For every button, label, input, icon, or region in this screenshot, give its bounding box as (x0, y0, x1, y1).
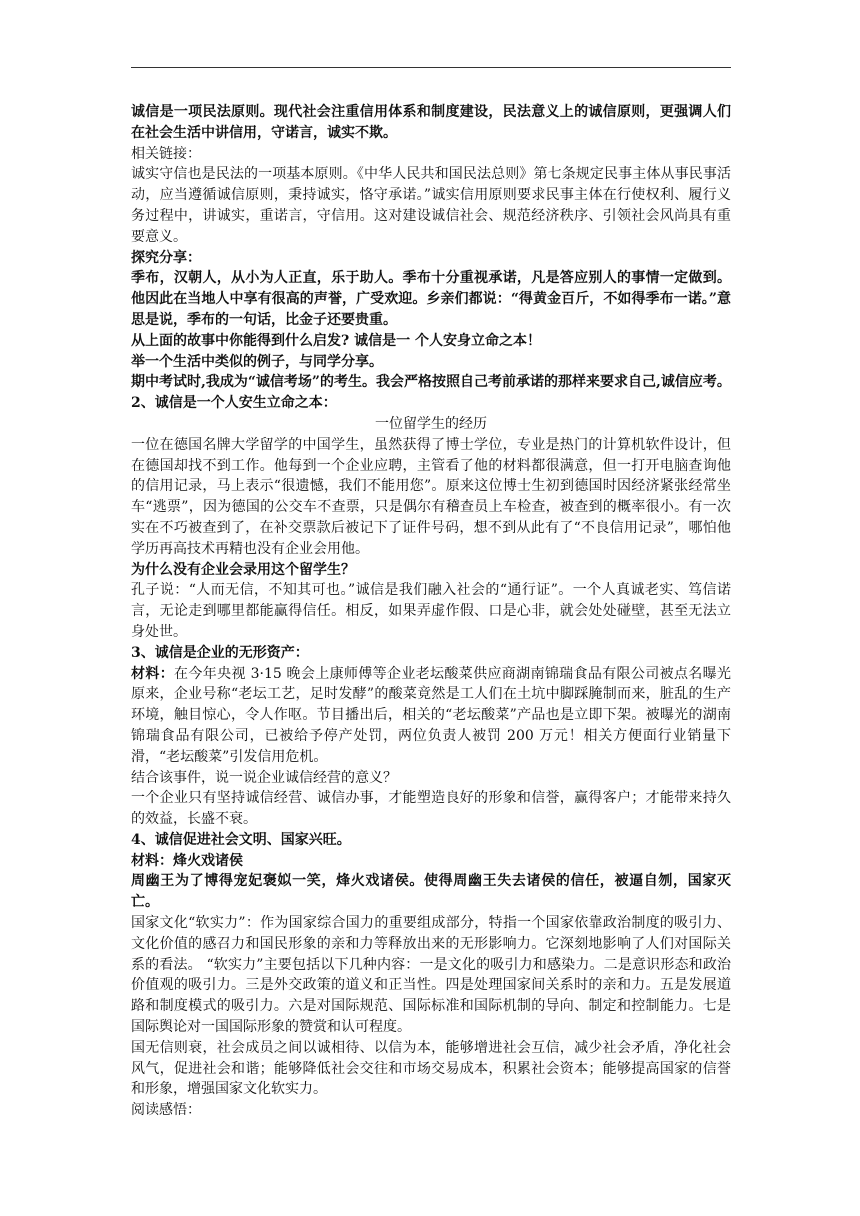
paragraph-confucius: 孔子说：“人而无信，不知其可也。”诚信是我们融入社会的“通行证”。一个人真诚老实、笃信诺言，无论走到哪里都能赢得信任。相反，如果弄虚作假、口是心非，就会处处碰壁，甚至无法立身处世。 (131, 582, 731, 640)
material-label: 材料： (131, 665, 175, 682)
paragraph-nation-trust: 国无信则衰，社会成员之间以诚相待、以信为本，能够增进社会互信，减少社会矛盾，净化社会风气，促进社会和谐；能够降低社会交往和市场交易成本，积累社会资本；能够提高国家的信誉和形象，增强国家文化软实力。 (131, 1039, 731, 1098)
explore-share-heading: 探究分享： (131, 249, 201, 266)
section-4-heading: 4、诚信促进社会文明、国家兴旺。 (131, 831, 351, 848)
paragraph-civil-code: 诚实守信也是民法的一项基本原则。《中华人民共和国民法总则》第七条规定民事主体从事民事活动，应当遵循诚信原则，秉持诚实，恪守承诺。”诚实信用原则要求民事主体在行使权利、履行义务过程中，讲诚实，重诺言，守信用。这对建设诚信社会、规范经济秩序、引领社会风尚具有重要意义。 (131, 166, 731, 245)
header-rule (131, 67, 731, 68)
material-beacon-title: 材料：烽火戏诸侯 (131, 852, 243, 869)
question-why-not-hired: 为什么没有企业会录用这个留学生？ (131, 561, 355, 578)
material-text: 在今年央视 3·15 晚会上康师傅等企业老坛酸菜供应商湖南锦瑞食品有限公司被点名曝光原来，企业号称“老坛工艺，足时发酵”的酸菜竟然是工人们在土坑中脚踩腌制而来，脏乱的生产环境，触目惊心，令人作呕。节目播出后，相关的“老坛酸菜”产品也是立即下架。被曝光的湖南锦瑞食品有限公司，已被给予停产处罚，两位负责人被罚 200 万元！相关方便面行业销量下滑，“老坛酸菜”引发信用危机。 (131, 665, 731, 765)
paragraph-soft-power: 国家文化“软实力”：作为国家综合国力的重要组成部分，特指一个国家依靠政治制度的吸引力、文化价值的感召力和国民形象的亲和力等释放出来的无形影响力。它深刻地影响了人们对国际关系的看法。 “软实力”主要包括以下几种内容：一是文化的吸引力和感染力。二是意识形态和政治价值观的吸引力。三是外交政策的道义和正当性。四是处理国家间关系时的亲和力。五是发展道路和制度模式的吸引力。六是对国际规范、国际标准和国际机制的导向、制定和控制能力。七是国际舆论对一国国际形象的赞赏和认可程度。 (131, 915, 731, 1036)
section-3-heading: 3、诚信是企业的无形资产： (131, 644, 309, 661)
paragraph-student-story: 一位在德国名牌大学留学的中国学生，虽然获得了博士学位，专业是热门的计算机软件设计，但在德国却找不到工作。他每到一个企业应聘，主管看了他的材料都很满意，但一打开电脑查询他的信用记录，马上表示“很遗憾，我们不能用您”。原来这位博士生初到德国时因经济紧张经常坐车“逃票”，因为德国的公交车不查票，只是偶尔有稽查员上车检查，被查到的概率很小。有一次实在不巧被查到了，在补交票款后被记下了证件号码，想不到从此有了“不良信用记录”，哪怕他学历再高技术再精也没有企业会用他。 (131, 436, 731, 557)
section-2-heading: 2、诚信是一个人安生立命之本： (131, 395, 337, 412)
paragraph-principle: 诚信是一项民法原则。现代社会注重信用体系和制度建设，民法意义上的诚信原则，更强调人们在社会生活中讲信用，守诺言，诚实不欺。 (131, 104, 731, 141)
answer-exam-example: 期中考试时,我成为“诚信考场”的考生。我会严格按照自己考前承诺的那样来要求自己,诚信应考。 (131, 374, 731, 391)
reading-reflection-label: 阅读感悟： (131, 1102, 201, 1119)
paragraph-zhou-youwang: 周幽王为了博得宠妃褒姒一笑，烽火戏诸侯。使得周幽王失去诸侯的信任，被逼自刎，国家灭亡。 (131, 873, 731, 911)
story-title: 一位留学生的经历 (375, 415, 487, 432)
prompt-share-example: 举一个生活中类似的例子，与同学分享。 (131, 353, 383, 370)
question-inspiration: 从上面的故事中你能得到什么启发? 诚信是一 个人安身立命之本！ (131, 332, 541, 349)
related-links-heading: 相关链接： (131, 145, 201, 162)
question-enterprise-meaning: 结合该事件，说一说企业诚信经营的意义？ (131, 769, 397, 786)
paragraph-pickled-cabbage (131, 664, 731, 768)
document-body (131, 102, 731, 1121)
answer-enterprise: 一个企业只有坚持诚信经营、诚信办事，才能塑造良好的形象和信誉，赢得客户；才能带来持久的效益，长盛不衰。 (131, 790, 731, 828)
paragraph-jibu-story: 季布，汉朝人，从小为人正直，乐于助人。季布十分重视承诺，凡是答应别人的事情一定做到。他因此在当地人中享有很高的声誉，广受欢迎。乡亲们都说：“得黄金百斤，不如得季布一诺。”意思是说，季布的一句话，比金子还要贵重。 (131, 270, 731, 328)
